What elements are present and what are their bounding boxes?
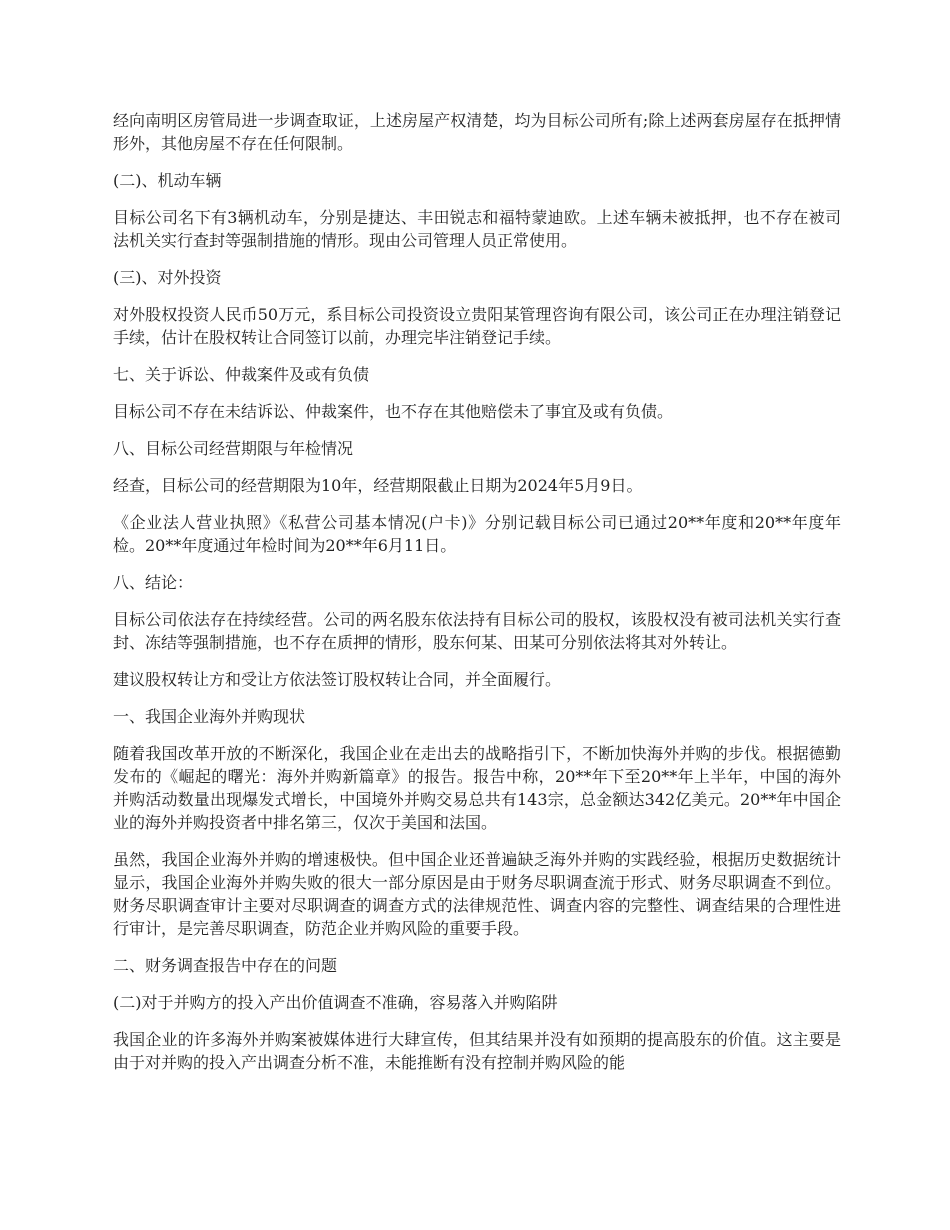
paragraph-external-investment: 对外股权投资人民币50万元，系目标公司投资设立贵阳某管理咨询有限公司，该公司正在办理注销登记手续，估计在股权转让合同签订以前，办理完毕注销登记手续。 bbox=[113, 305, 841, 347]
paragraph-input-output-valuation: 我国企业的许多海外并购案被媒体进行大肆宣传，但其结果并没有如预期的提高股东的价值。这主要是由于对并购的投入产出调查分析不准，未能推断有没有控制并购风险的能 bbox=[113, 1030, 841, 1072]
heading-operating-period: 八、目标公司经营期限与年检情况 bbox=[113, 439, 354, 458]
paragraph-annual-inspection: 《企业法人营业执照》《私营公司基本情况(户卡)》分别记载目标公司已通过20**年度和20**年度年检。20**年度通过年检时间为20**年6月11日。 bbox=[113, 513, 841, 555]
heading-litigation: 七、关于诉讼、仲裁案件及或有负债 bbox=[113, 365, 370, 384]
paragraph-litigation: 目标公司不存在未结诉讼、仲裁案件，也不存在其他赔偿未了事宜及或有负债。 bbox=[113, 402, 674, 421]
heading-input-output-valuation: (二)对于并购方的投入产出价值调查不准确，容易落入并购陷阱 bbox=[113, 993, 558, 1012]
paragraph-recommendation: 建议股权转让方和受让方依法签订股权转让合同，并全面履行。 bbox=[113, 670, 562, 689]
heading-external-investment: (三)、对外投资 bbox=[113, 268, 222, 287]
paragraph-house-title-verified: 经向南明区房管局进一步调查取证，上述房屋产权清楚，均为目标公司所有;除上述两套房屋存在抵押情形外，其他房屋不存在任何限制。 bbox=[113, 111, 841, 153]
heading-report-problems: 二、财务调查报告中存在的问题 bbox=[113, 956, 338, 975]
heading-overseas-ma-status: 一、我国企业海外并购现状 bbox=[113, 707, 306, 726]
heading-motor-vehicles: (二)、机动车辆 bbox=[113, 171, 222, 190]
paragraph-overseas-ma-growth: 随着我国改革开放的不断深化，我国企业在走出去的战略指引下，不断加快海外并购的步伐。根据德勤发布的《崛起的曙光：海外并购新篇章》的报告。报告中称，20**年下至20**年上半年，中国的海外并购活动数量出现爆发式增长，中国境外并购交易总共有143宗，总金额达342亿美元。20**年中国企业的海外并购投资者中排名第三，仅次于美国和法国。 bbox=[113, 744, 841, 832]
paragraph-conclusion: 目标公司依法存在持续经营。公司的两名股东依法持有目标公司的股权，该股权没有被司法机关实行查封、冻结等强制措施，也不存在质押的情形，股东何某、田某可分别依法将其对外转让。 bbox=[113, 610, 841, 652]
paragraph-operating-period: 经查，目标公司的经营期限为10年，经营期限截止日期为2024年5月9日。 bbox=[113, 476, 643, 495]
heading-conclusion: 八、结论： bbox=[113, 573, 194, 592]
paragraph-motor-vehicles: 目标公司名下有3辆机动车，分别是捷达、丰田锐志和福特蒙迪欧。上述车辆未被抵押，也不存在被司法机关实行查封等强制措施的情形。现由公司管理人员正常使用。 bbox=[113, 208, 841, 250]
paragraph-due-diligence-failure: 虽然，我国企业海外并购的增速极快。但中国企业还普遍缺乏海外并购的实践经验，根据历史数据统计显示，我国企业海外并购失败的很大一部分原因是由于财务尽职调查流于形式、财务尽职调查不到位。财务尽职调查审计主要对尽职调查的调查方式的法律规范性、调查内容的完整性、调查结果的合理性进行审计，是完善尽职调查，防范企业并购风险的重要手段。 bbox=[113, 850, 841, 938]
document-body bbox=[113, 109, 841, 1088]
